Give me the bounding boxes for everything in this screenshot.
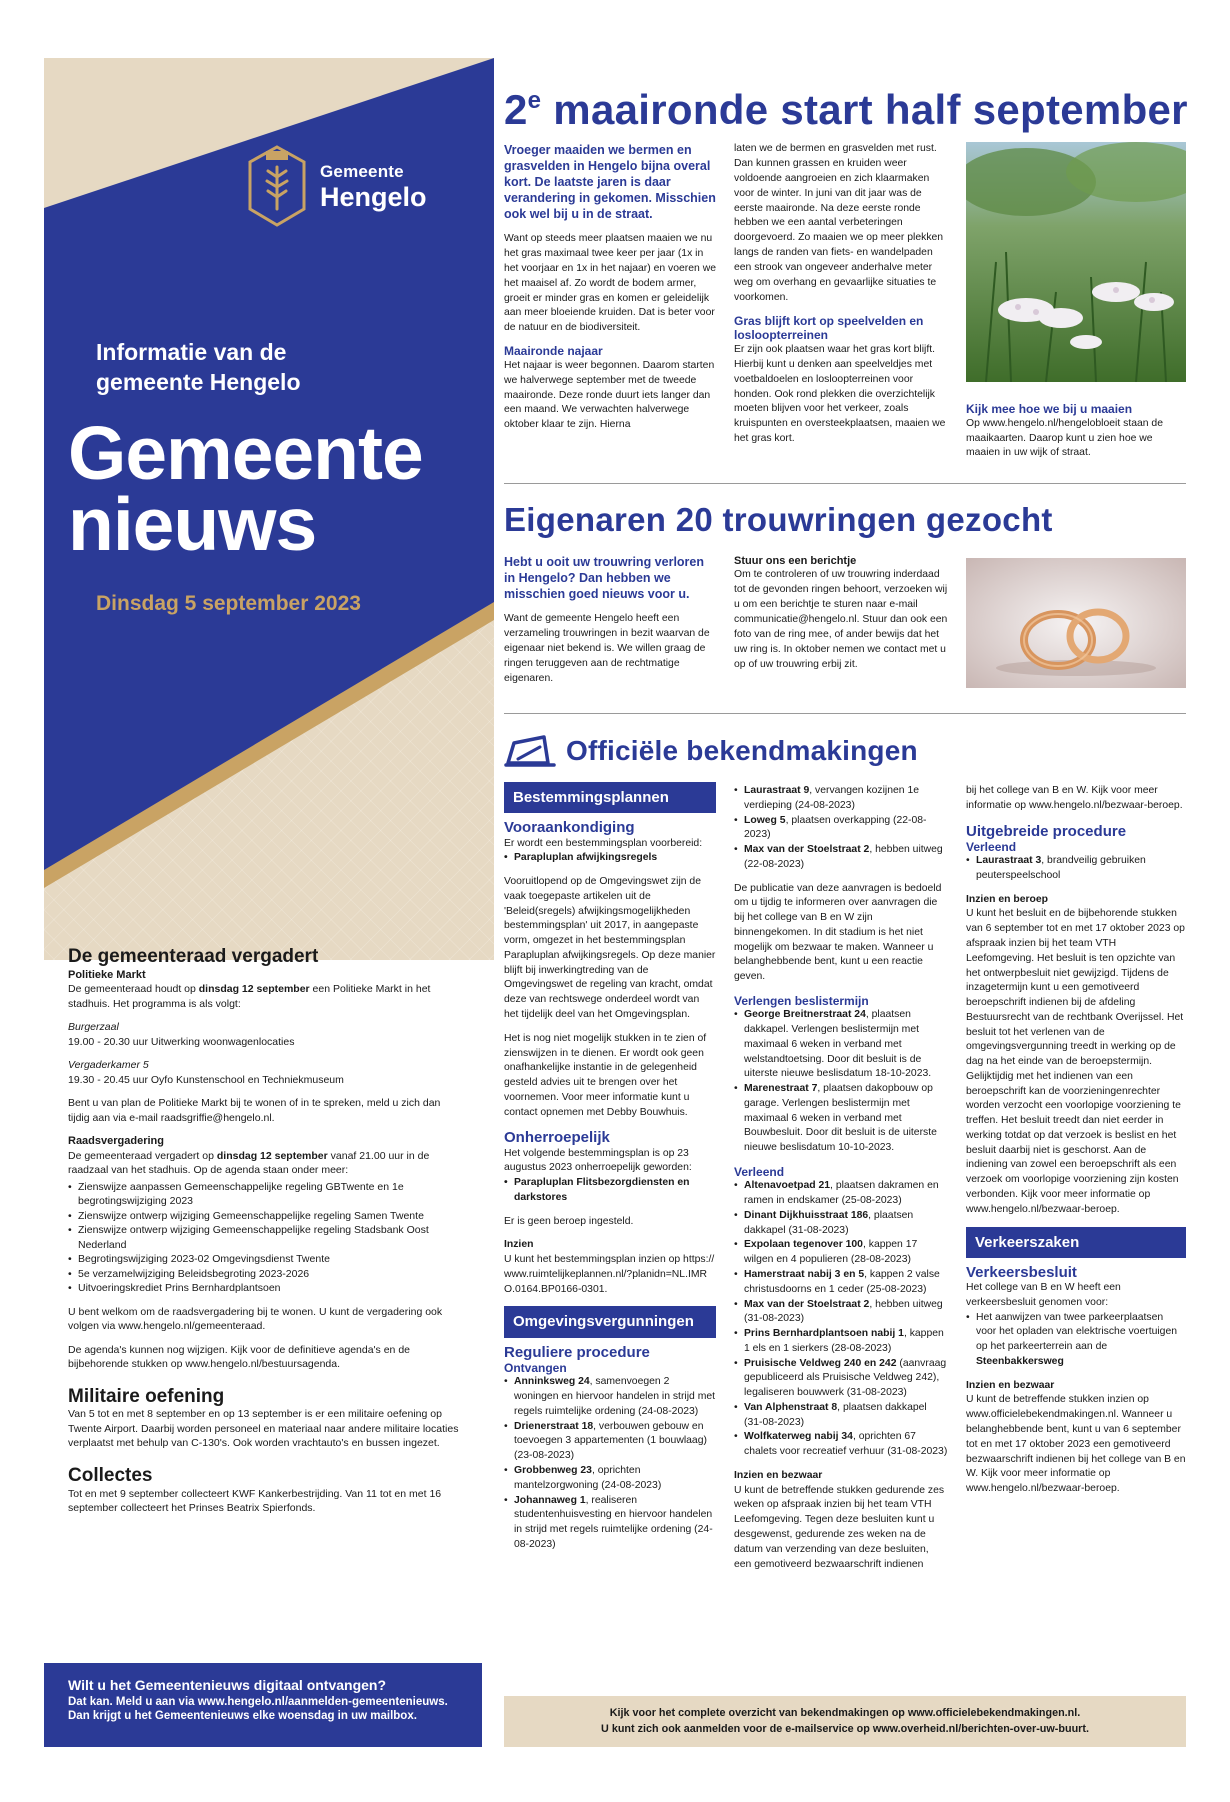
collectes-article <box>68 1465 460 1516</box>
notice-subheading: Inzien en bezwaar <box>966 1379 1055 1391</box>
raad-article <box>68 946 460 1372</box>
notice-text: bij het college van B en W. Kijk voor meer informatie op www.hengelo.nl/bezwaar-beroep. <box>966 785 1183 811</box>
militair-text: Van 5 tot en met 8 september en op 13 september is er een militaire oefening op Twente Airport. Daarbij worden personeel en materiaal naar andere militaire locaties verplaatst met behulp van C-130's. Ook worden vrachtauto's en bussen ingezet. <box>68 1408 459 1450</box>
list-item: • George Breitnerstraat 24, plaatsen dakkapel. Verlengen beslistermijn met maximaal 6 weken in verband met welstandtoetsing. Door dit besluit is de uiterste nieuwe beslisdatum 18-10-2023. <box>734 1008 948 1082</box>
collectes-text: Tot en met 9 september collecteert KWF Kankerbestrijding. Van 11 tot en met 16 september collecteert het Prinses Beatrix Spierfonds. <box>68 1487 442 1515</box>
list-item: • Zienswijze ontwerp wijziging Gemeenschappelijke regeling Stadsbank Oost Nederland <box>68 1223 460 1252</box>
list-item: • Parapluplan Flitsbezorgdiensten en darkstores <box>504 1176 716 1206</box>
raad-room: Burgerzaal 19.00 - 20.30 uur Uitwerking woonwagenlocaties <box>68 1021 295 1048</box>
procedure-subheading: Verleend <box>734 1165 785 1179</box>
maai-headline: 2e maaironde start half september <box>504 86 1188 133</box>
list-item: • Johannaweg 1, realiseren studentenhuisvesting en hiervoor handelen in strijd met regels ruimtelijke ordening (24-08-2023) <box>504 1494 716 1553</box>
notice-list <box>734 1179 948 1460</box>
maai-subheading: Gras blijft kort op speelvelden en losloopterreinen <box>734 313 924 343</box>
notice-text: Vooruitlopend op de Omgevingswet zijn de vaak toegepaste artikelen uit de 'Beleid(sregels) afwijkingsmogelijkheden bestemmingsplan' uit 2017, in aangepaste vorm, omgezet in het bestemmingsplan Parapluplan afwijkingsregels. Op deze manier blijft bij inwerkingtreding van de Omgevingswet de regeling van kracht, omdat deze van rechtswege onderdeel wordt van het tijdelijk deel van het Omgevingsplan. <box>504 876 716 1020</box>
digital-question: Wilt u het Gemeentenieuws digitaal ontvangen? <box>68 1677 387 1693</box>
notice-list <box>734 784 948 873</box>
ringen-article <box>504 498 1186 542</box>
maai-intro: Vroeger maaiden we bermen en grasvelden in Hengelo bijna overal kort. De laatste jaren is daar verandering in gekomen. Misschien ook wel bij u in de straat. <box>504 143 716 221</box>
procedure-subheading: Verleend <box>966 839 1017 854</box>
raad-paragraph: De gemeenteraad vergadert op dinsdag 12 september vanaf 21.00 uur in de raadzaal van het stadhuis. Op de agenda staan onder meer: <box>68 1149 430 1177</box>
list-item: • Drienerstraat 18, verbouwen gebouw en toevoegen 3 appartementen (1 bouwlaag) (23-08-2023) <box>504 1420 716 1464</box>
notice-text: Het volgende bestemmingsplan is op 23 augustus 2023 onherroepelijk geworden: <box>504 1147 692 1174</box>
procedure-heading: Reguliere procedure <box>504 1343 650 1361</box>
title-line: nieuws <box>68 482 317 567</box>
collectes-heading: Collectes <box>68 1464 153 1486</box>
list-item: • Wolfkaterweg nabij 34, oprichten 67 chalets voor recreatief verhuur (31-08-2023) <box>734 1430 948 1460</box>
notice-text: U kunt de betreffende stukken gedurende zes weken op afspraak inzien bij het team VTH Leefomgeving. Tegen deze besluiten kunt u desgewenst, gedurende zes weken na de datum van verzending van deze besluiten, een gemotiveerd bezwaarschrift indienen <box>734 1484 945 1570</box>
militair-article <box>68 1386 460 1451</box>
procedure-heading: Verkeersbesluit <box>966 1263 1077 1281</box>
raad-heading: De gemeenteraad vergadert <box>68 946 319 967</box>
list-item: • Het aanwijzen van twee parkeerplaatsen voor het opladen van elektrische voertuigen op het parkeerterrein aan de Steenbakkersweg <box>966 1311 1186 1370</box>
issue-date: Dinsdag 5 september 2023 <box>96 592 361 615</box>
notice-list <box>504 1375 716 1552</box>
megaphone-icon <box>504 733 556 769</box>
masthead-subtitle <box>96 338 426 398</box>
list-item: • Max van der Stoelstraat 2, hebben uitweg (31-08-2023) <box>734 1298 948 1328</box>
footer-line[interactable]: U kunt zich ook aanmelden voor de e-mailservice op www.overheid.nl/berichten-over-uw-buurt. <box>601 1722 1089 1735</box>
ringen-paragraph: Om te controleren of uw trouwring inderdaad tot de gevonden ringen behoort, verzoeken wij u om een berichtje te sturen naar e-mail communicatie@hengelo.nl. Stuur dan ook een foto van de ring mee, of ander bewijs dat het uw ring is. In oktober nemen we contact met u op of uw trouwring erbij zit. <box>734 569 948 670</box>
maai-paragraph: Op www.hengelo.nl/hengelobloeit staan de maaikaarten. Daarop kunt u zien hoe we maaien in uw wijk of straat. <box>966 417 1163 459</box>
notice-text: Het is nog niet mogelijk stukken in te zien of zienswijzen in te dienen. Er wordt ook geen onafhankelijke instantie in de gelegenheid gesteld advies uit te brengen over het voornemen. Voor meer informatie kunt u contact opnemen met Debby Bouwhuis. <box>504 1032 707 1118</box>
ringen-col-2 <box>734 554 952 680</box>
notice-text: Er is geen beroep ingesteld. <box>504 1215 634 1227</box>
bekendmakingen-col-2 <box>734 784 948 1581</box>
raad-subheading: Politieke Markt <box>68 968 146 981</box>
procedure-subheading: Verlengen beslistermijn <box>734 993 869 1008</box>
notice-list <box>504 851 716 866</box>
bekendmakingen-col-3 <box>966 784 1186 1506</box>
notice-subheading: Inzien en beroep <box>966 893 1048 905</box>
list-item: • Uitvoeringskrediet Prins Bernhardplantsoen <box>68 1281 460 1295</box>
list-item: • Zienswijze ontwerp wijziging Gemeenschappelijke regeling Samen Twente <box>68 1209 460 1223</box>
hengelo-emblem-icon <box>248 145 306 227</box>
list-item: • 5e verzamelwijziging Beleidsbegroting 2023-2026 <box>68 1267 460 1281</box>
list-item: • Parapluplan afwijkingsregels <box>504 851 716 866</box>
rings-photo <box>966 558 1186 688</box>
list-item: • Loweg 5, plaatsen overkapping (22-08-2023) <box>734 814 948 844</box>
gemeente-hengelo-logo <box>248 136 448 236</box>
list-item: • Hamerstraat nabij 3 en 5, kappen 2 valse christusdoorns en 1 ceder (25-08-2023) <box>734 1268 948 1298</box>
category-bar: Omgevingsvergunningen <box>504 1306 716 1337</box>
list-item: • Altenavoetpad 21, plaatsen dakramen en ramen in endskamer (25-08-2023) <box>734 1179 948 1209</box>
logo-text-gemeente: Gemeente <box>320 161 404 181</box>
section-divider <box>504 483 1186 484</box>
bekendmakingen-col-1 <box>504 782 716 1562</box>
category-bar: Bestemmingsplannen <box>504 782 716 813</box>
agenda-list <box>68 1180 460 1296</box>
notice-text: U kunt het besluit en de bijbehorende stukken van 6 september tot en met 17 oktober 2023 op afspraak inzien bij het team VTH Leefomgeving. Het besluit is ten opzichte van het ontwerpbesluit niet gewijzigd. Tijdens de inzagetermijn kunt u een gemotiveerd beroepschrift indienen bij de afdeling Bestuursrecht van de rechtbank Overijssel. Het besluit tot het verlenen van de omgevingsvergunning treedt in werking op de dag na het einde van de beroepstermijn. Gelijktijdig met het indienen van een beroepschrift kan de voorzieningenrechter worden verzocht een voorlopige voorziening te treffen. Het besluit treedt dan niet eerder in werking totdat op dat verzoek is beslist en het besluit daarbij niet is geschorst. Aan de indiening van zowel een beroepschrift als een verzoek om voorlopige voorziening zijn kosten verbonden. Kijk voor meer informatie op www.hengelo.nl/bezwaar-beroep. <box>966 908 1185 1215</box>
digital-line: Dan krijgt u het Gemeentenieuws elke woensdag in uw mailbox. <box>68 1710 417 1723</box>
raad-paragraph: De agenda's kunnen nog wijzigen. Kijk voor de definitieve agenda's en de bijbehorende stukken op www.hengelo.nl/bestuursagenda. <box>68 1343 410 1371</box>
maai-col-2 <box>734 142 949 455</box>
list-item: • Anninksweg 24, samenvoegen 2 woningen en hiervoor handelen in strijd met regels ruimtelijke ordening (24-08-2023) <box>504 1375 716 1419</box>
maai-paragraph: laten we de bermen en grasvelden met rust. Dan kunnen grassen en kruiden weer voldoende aangroeien en zich klaarmaken voor de winter. In juni van dit jaar was de eerste maaironde. Na deze eerste ronde hebben we een aantal verbeteringen doorgevoerd. Zo maaien we op meer plekken langs de randen van fiets- en wandelpaden een strook van ongeveer anderhalve meter weg om overhang en gevaarlijke situaties te voorkomen. <box>734 143 944 303</box>
procedure-heading: Onherroepelijk <box>504 1129 610 1147</box>
militair-heading: Militaire oefening <box>68 1385 225 1407</box>
masthead-title <box>68 411 468 567</box>
list-item: • Dinant Dijkhuisstraat 186, plaatsen dakkapel (31-08-2023) <box>734 1209 948 1239</box>
digital-line[interactable]: Dat kan. Meld u aan via www.hengelo.nl/aanmelden-gemeentenieuws. <box>68 1695 448 1708</box>
notice-text: U kunt de betreffende stukken inzien op www.officielebekendmakingen.nl. Wanneer u belanghebbende bent, kunt u van 6 september tot en met 17 oktober 2023 een gemotiveerd bezwaarschrift indienen bij het college van B en W. Kijk voor meer informatie op www.hengelo.nl/bezwaar-beroep. <box>966 1394 1186 1495</box>
notice-list <box>504 1176 716 1206</box>
digital-subscription-box <box>44 1663 482 1747</box>
list-item: • Prins Bernhardplantsoen nabij 1, kappen 1 els en 1 sierkers (28-08-2023) <box>734 1327 948 1357</box>
meadow-flowers-image <box>966 142 1186 382</box>
ringen-paragraph: Want de gemeente Hengelo heeft een verzameling trouwringen in bezit waarvan de eigenaar niet bekend is. We willen graag de ringen teruggeven aan de rechtmatige eigenaren. <box>504 613 710 684</box>
ringen-subheading: Stuur ons een berichtje <box>734 555 857 567</box>
procedure-subheading: Ontvangen <box>504 1361 567 1376</box>
list-item: • Laurastraat 3, brandveilig gebruiken peuterspeelschool <box>966 854 1186 884</box>
maai-subheading: Maaironde najaar <box>504 344 603 359</box>
maai-col-1 <box>504 142 716 441</box>
ringen-col-1 <box>504 554 716 694</box>
subtitle-line: gemeente Hengelo <box>96 368 301 395</box>
notice-text: Het college van B en W heeft een verkeersbesluit genomen voor: <box>966 1282 1121 1308</box>
notice-text: U kunt het bestemmingsplan inzien op https://www.ruimtelijkeplannen.nl/?planidn=NL.IMRO.0164.BP0166-0301. <box>504 1254 715 1295</box>
section-divider <box>504 713 1186 714</box>
meadow-photo <box>966 142 1186 382</box>
logo-text-hengelo: Hengelo <box>320 182 427 213</box>
notice-list <box>966 1311 1186 1370</box>
left-articles <box>68 946 460 1530</box>
raad-subheading: Raadsvergadering <box>68 1135 164 1148</box>
ringen-headline: Eigenaren 20 trouwringen gezocht <box>504 501 1053 538</box>
list-item: • Van Alphenstraat 8, plaatsen dakkapel (31-08-2023) <box>734 1401 948 1431</box>
raad-paragraph: De gemeenteraad houdt op dinsdag 12 september een Politieke Markt in het stadhuis. Het programma is als volgt: <box>68 983 431 1010</box>
maai-subheading: Kijk mee hoe we bij u maaien <box>966 402 1133 416</box>
notice-subheading: Inzien <box>504 1239 534 1251</box>
notice-list <box>734 1008 948 1156</box>
list-item: • Pruisische Veldweg 240 en 242 (aanvraag gepubliceerd als Pruisische Veldweg 242), legaliseren bouwwerk (31-08-2023) <box>734 1357 948 1401</box>
wedding-rings-image <box>966 558 1186 688</box>
bekendmakingen-title <box>504 733 918 770</box>
maai-paragraph: Het najaar is weer begonnen. Daarom starten we halverwege september met de tweede maaironde. Deze ronde duurt iets langer dan een maand. We verwachten halverwege oktober klaar te zijn. Hierna <box>504 359 715 431</box>
notice-list <box>966 854 1186 884</box>
bekendmakingen-footer <box>504 1696 1186 1747</box>
notice-text: Er wordt een bestemmingsplan voorbereid: <box>504 837 703 849</box>
list-item: • Zienswijze aanpassen Gemeenschappelijke regeling GBTwente en 1e begrotingswijziging 2023 <box>68 1180 460 1209</box>
maai-paragraph: Er zijn ook plaatsen waar het gras kort blijft. Hierbij kunt u denken aan speelveldjes met voetbaldoelen en losloopterreinen voor honden. Ook rond plekken die overzichtelijk moeten blijven voor het verkeer, zoals kruispunten en oversteekplaatsen, maaien we het gras kort. <box>734 343 946 445</box>
maai-article <box>504 82 1186 137</box>
raad-paragraph: U bent welkom om de raadsvergadering bij te wonen. U kunt de vergadering ook volgen via www.hengelo.nl/gemeenteraad. <box>68 1305 443 1333</box>
list-item: • Laurastraat 9, vervangen kozijnen 1e verdieping (24-08-2023) <box>734 784 948 814</box>
procedure-heading: Vooraankondiging <box>504 819 635 837</box>
notice-subheading: Inzien en bezwaar <box>734 1469 823 1481</box>
bekendmakingen-heading: Officiële bekendmakingen <box>566 735 918 766</box>
maai-col-3 <box>966 398 1186 469</box>
list-item: • Marenestraat 7, plaatsen dakopbouw op garage. Verlengen beslistermijn met maximaal 6 weken in verband met Bouwbesluit. Door dit besluit is de uiterste nieuwe beslisdatum 10-10-2023. <box>734 1082 948 1156</box>
procedure-heading: Uitgebreide procedure <box>966 822 1127 840</box>
raad-room: Vergaderkamer 5 19.30 - 20.45 uur Oyfo Kunstenschool en Techniekmuseum <box>68 1059 344 1086</box>
category-bar: Verkeerszaken <box>966 1227 1186 1258</box>
list-item: • Begrotingswijziging 2023-02 Omgevingsdienst Twente <box>68 1252 460 1266</box>
footer-line[interactable]: Kijk voor het complete overzicht van bekendmakingen op www.officielebekendmakingen.nl. <box>609 1706 1081 1719</box>
subtitle-line: Informatie van de <box>96 339 287 365</box>
ringen-intro: Hebt u ooit uw trouwring verloren in Hengelo? Dan hebben we misschien goed nieuws voor u. <box>504 555 704 601</box>
list-item: • Grobbenweg 23, oprichten mantelzorgwoning (24-08-2023) <box>504 1464 716 1494</box>
notice-text: De publicatie van deze aanvragen is bedoeld om u tijdig te informeren over aanvragen die bij het college van B en W zijn binnengekomen. In dit stadium is het niet mogelijk om bezwaar te maken. Wanneer u belanghebbende bent, kunt u een reactie geven. <box>734 882 942 983</box>
title-line: Gemeente <box>68 411 423 495</box>
list-item: • Expolaan tegenover 100, kappen 17 wilgen en 4 populieren (28-08-2023) <box>734 1238 948 1268</box>
maai-paragraph: Want op steeds meer plaatsen maaien we nu het gras maximaal twee keer per jaar (1x in het voorjaar en 1x in het najaar) en voeren we het maaisel af. Zo wordt de bodem armer, groeit er minder gras en komen er geleidelijk aan meer bloeiende kruiden. Dat is beter voor de natuur en de biodiversiteit. <box>504 233 716 334</box>
raad-paragraph: Bent u van plan de Politieke Markt bij te wonen of in te spreken, meld u zich dan tijdig aan via e-mail raadsgriffie@hengelo.nl. <box>68 1097 441 1124</box>
list-item: • Max van der Stoelstraat 2, hebben uitweg (22-08-2023) <box>734 843 948 873</box>
